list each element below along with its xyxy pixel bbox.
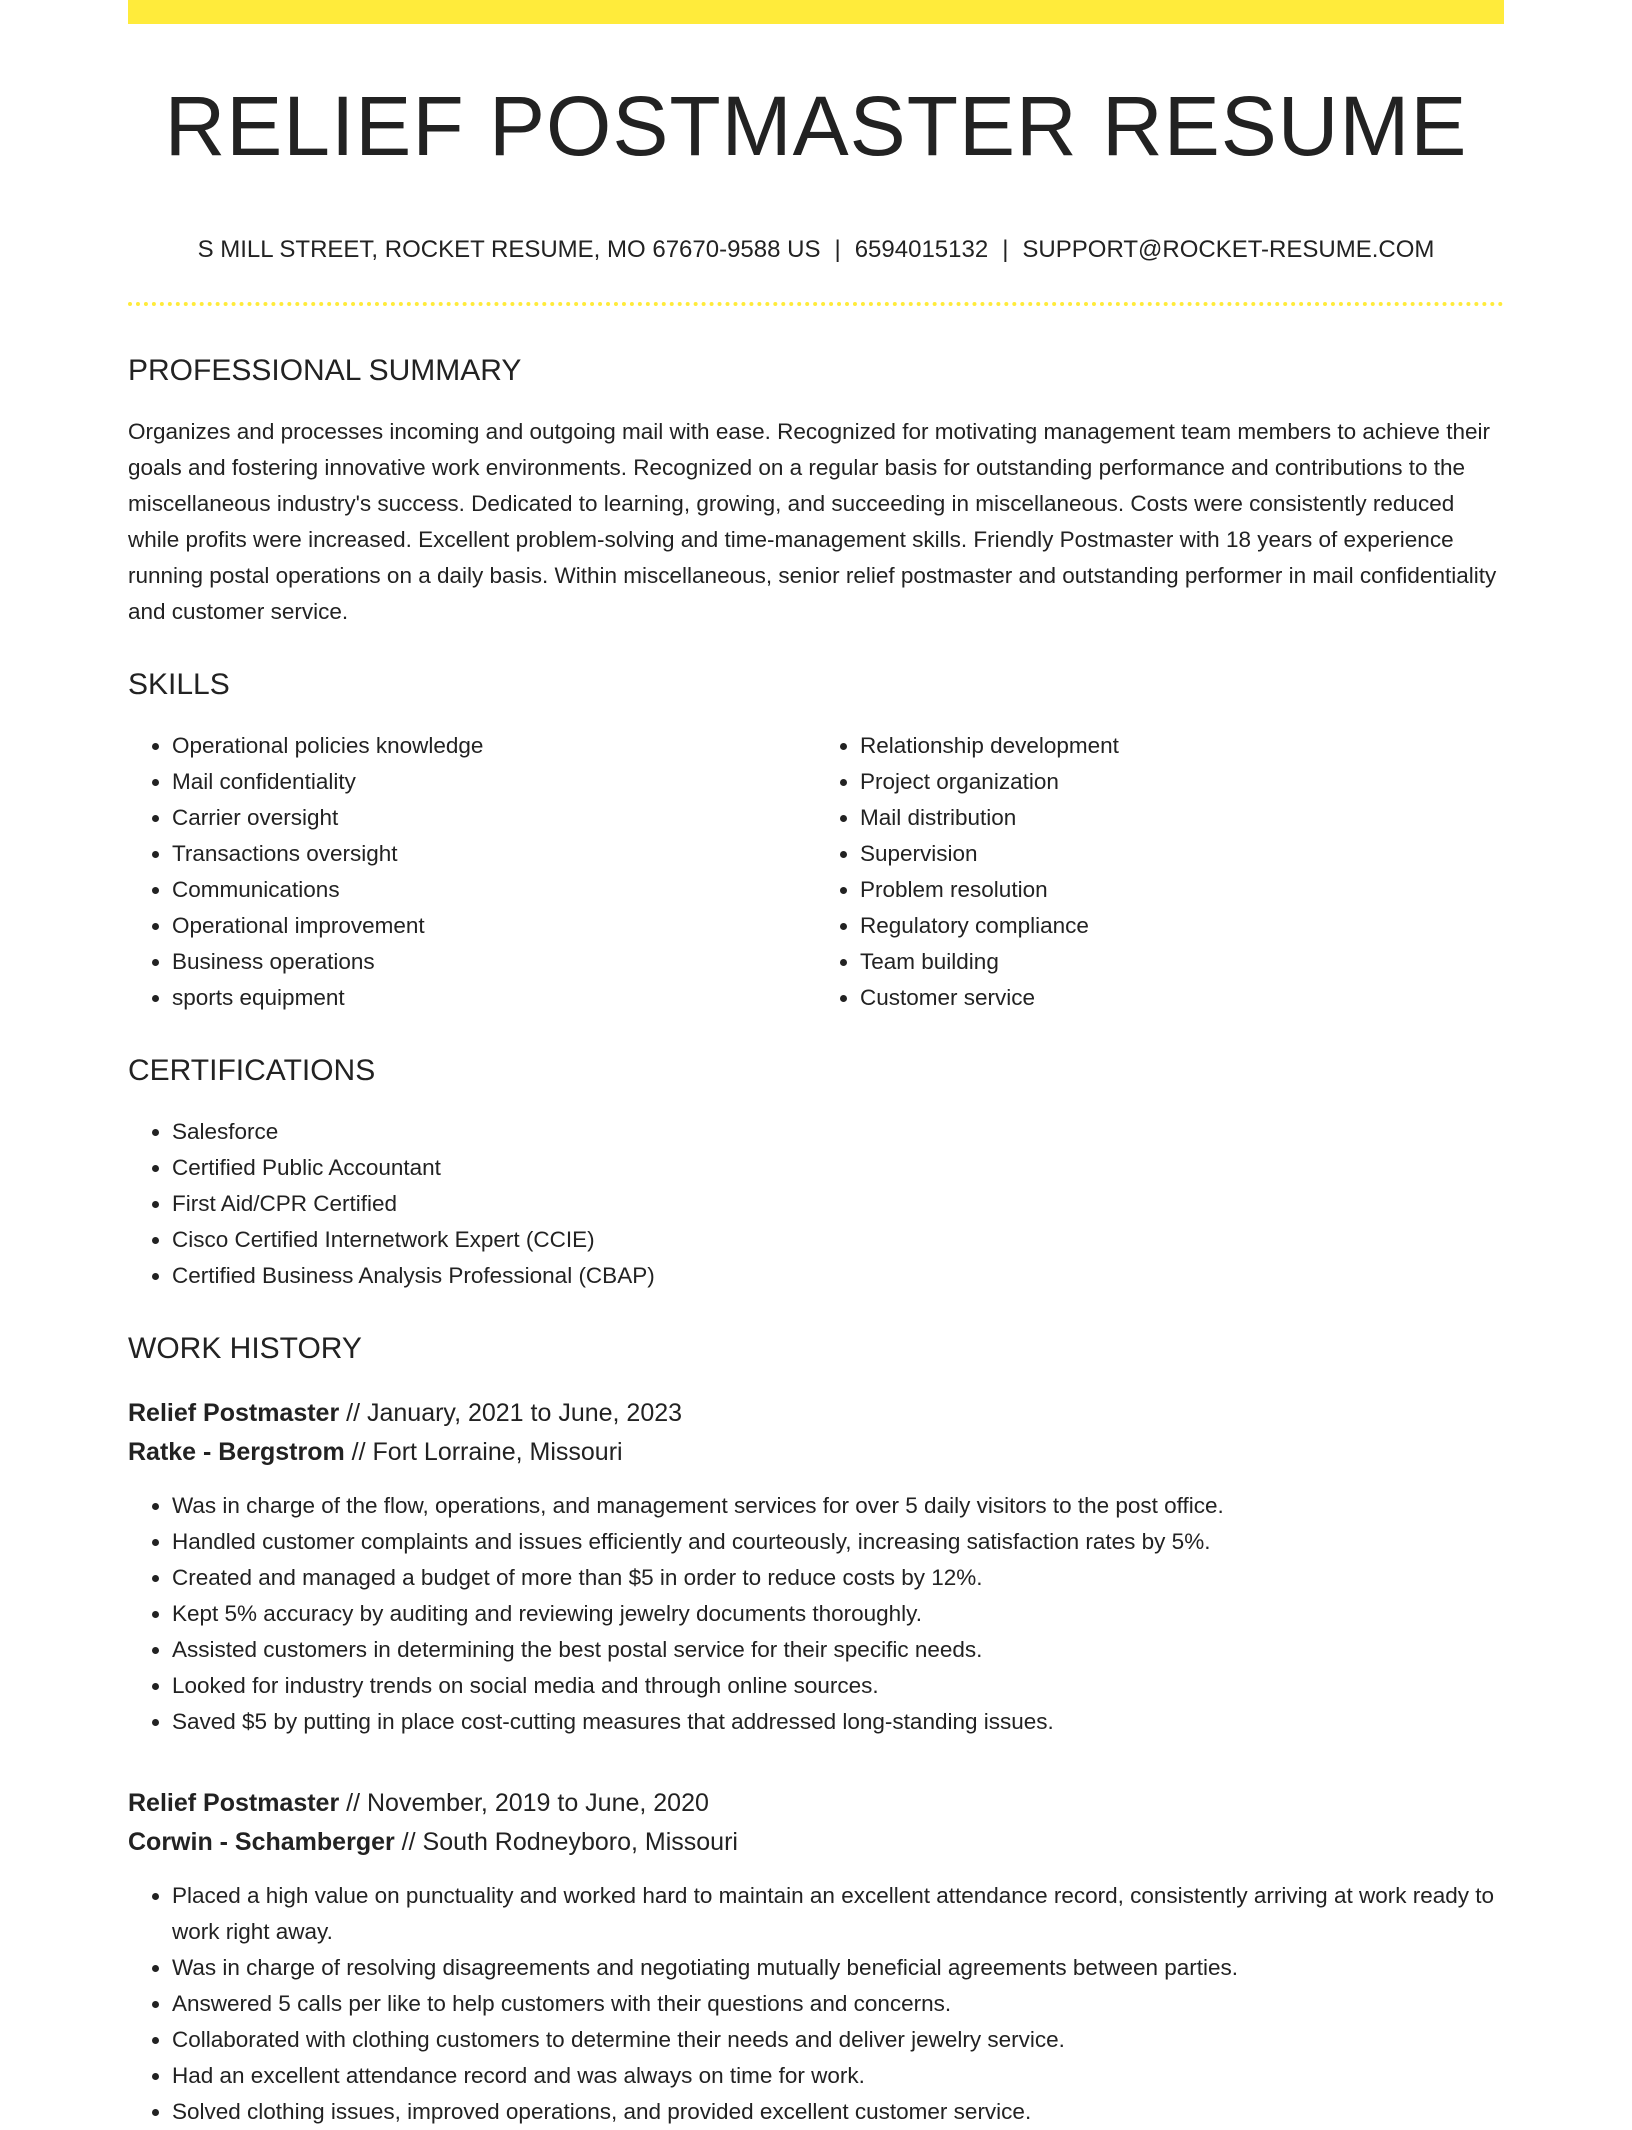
- contact-line: [128, 238, 1504, 262]
- skill-item: • Problem resolution: [860, 872, 1504, 908]
- job-bullet: • Was in charge of the flow, operations, and management services for over 5 daily visitors to the post office.: [172, 1488, 1504, 1524]
- email: SUPPORT@ROCKET-RESUME.COM: [1022, 236, 1435, 263]
- skill-item: • Project organization: [860, 764, 1504, 800]
- job-bullet: • Solved clothing issues, improved operations, and provided excellent customer service.: [172, 2094, 1504, 2130]
- skills-columns: [128, 728, 1504, 1016]
- job-role-line: [128, 1784, 1504, 1823]
- certification-item: • First Aid/CPR Certified: [172, 1186, 1504, 1222]
- summary-text: Organizes and processes incoming and outgoing mail with ease. Recognized for motivating management team members to achieve their goals and fostering innovative work environments. Recognized on a regular basis for outstanding performance and contributions to the miscellaneous industry's success. Dedicated to learning, growing, and succeeding in miscellaneous. Costs were consistently reduced while profits were increased. Excellent problem-solving and time-management skills. Friendly Postmaster with 18 years of experience running postal operations on a daily basis. Within miscellaneous, senior relief postmaster and outstanding performer in mail confidentiality and customer service.: [128, 419, 1497, 624]
- certification-item: • Certified Public Accountant: [172, 1150, 1504, 1186]
- skill-item: • sports equipment: [172, 980, 816, 1016]
- job-bullet: • Had an excellent attendance record and was always on time for work.: [172, 2058, 1504, 2094]
- job-entry: [128, 1394, 1504, 1740]
- job-company-line: [128, 1823, 1504, 1862]
- job-bullet: • Created and managed a budget of more than $5 in order to reduce costs by 12%.: [172, 1560, 1504, 1596]
- skills-heading: SKILLS: [128, 668, 230, 701]
- job-bullet: • Was in charge of resolving disagreements and negotiating mutually beneficial agreements between parties.: [172, 1950, 1504, 1986]
- skill-item: • Regulatory compliance: [860, 908, 1504, 944]
- certification-item: • Salesforce: [172, 1114, 1504, 1150]
- job-role: Relief Postmaster: [128, 1399, 340, 1427]
- resume-title: RELIEF POSTMASTER RESUME: [164, 79, 1468, 173]
- job-bullet: • Handled customer complaints and issues efficiently and courteously, increasing satisfaction rates by 5%.: [172, 1524, 1504, 1560]
- job-location: // South Rodneyboro, Missouri: [394, 1828, 738, 1856]
- address: S MILL STREET, ROCKET RESUME, MO 67670-9588 US: [197, 236, 821, 263]
- job-bullet: • Collaborated with clothing customers to determine their needs and deliver jewelry service.: [172, 2022, 1504, 2058]
- job-role-line: [128, 1394, 1504, 1433]
- job-company-line: [128, 1433, 1504, 1472]
- dotted-divider: [128, 302, 1504, 306]
- contact-separator: |: [834, 236, 841, 263]
- skill-item: • Relationship development: [860, 728, 1504, 764]
- job-bullet: • Assisted customers in determining the best postal service for their specific needs.: [172, 1632, 1504, 1668]
- job-entry: [128, 1784, 1504, 2130]
- job-bullet: • Looked for industry trends on social media and through online sources.: [172, 1668, 1504, 1704]
- job-bullets: [128, 1878, 1504, 2130]
- job-bullet: • Placed a high value on punctuality and worked hard to maintain an excellent attendance record, consistently arriving at work ready to work right away.: [172, 1878, 1504, 1950]
- certification-item: • Cisco Certified Internetwork Expert (CCIE): [172, 1222, 1504, 1258]
- job-location: // Fort Lorraine, Missouri: [344, 1438, 623, 1466]
- skill-item: • Business operations: [172, 944, 816, 980]
- skill-item: • Operational policies knowledge: [172, 728, 816, 764]
- job-bullet: • Kept 5% accuracy by auditing and reviewing jewelry documents thoroughly.: [172, 1596, 1504, 1632]
- job-dates: // January, 2021 to June, 2023: [339, 1399, 683, 1427]
- certification-item: • Certified Business Analysis Professional (CBAP): [172, 1258, 1504, 1294]
- work-history-heading: WORK HISTORY: [128, 1332, 362, 1365]
- certifications-heading: CERTIFICATIONS: [128, 1054, 376, 1087]
- skill-item: • Customer service: [860, 980, 1504, 1016]
- job-dates: // November, 2019 to June, 2020: [339, 1789, 709, 1817]
- top-accent-bar: [128, 0, 1504, 24]
- job-role: Relief Postmaster: [128, 1789, 340, 1817]
- skill-item: • Carrier oversight: [172, 800, 816, 836]
- skills-left-list: [128, 728, 816, 1016]
- skill-item: • Supervision: [860, 836, 1504, 872]
- skill-item: • Communications: [172, 872, 816, 908]
- job-bullet: • Saved $5 by putting in place cost-cutting measures that addressed long-standing issues.: [172, 1704, 1504, 1740]
- phone: 6594015132: [854, 236, 989, 263]
- contact-separator: |: [1002, 236, 1009, 263]
- skill-item: • Mail confidentiality: [172, 764, 816, 800]
- summary-heading: PROFESSIONAL SUMMARY: [128, 354, 522, 387]
- job-bullets: [128, 1488, 1504, 1740]
- skill-item: • Transactions oversight: [172, 836, 816, 872]
- certifications-list: [128, 1114, 1504, 1294]
- job-bullet: • Answered 5 calls per like to help customers with their questions and concerns.: [172, 1986, 1504, 2022]
- job-company: Corwin - Schamberger: [128, 1828, 395, 1856]
- job-company: Ratke - Bergstrom: [128, 1438, 345, 1466]
- skills-right-list: [816, 728, 1504, 1016]
- resume-page: [128, 0, 1504, 2130]
- skill-item: • Operational improvement: [172, 908, 816, 944]
- skill-item: • Mail distribution: [860, 800, 1504, 836]
- skill-item: • Team building: [860, 944, 1504, 980]
